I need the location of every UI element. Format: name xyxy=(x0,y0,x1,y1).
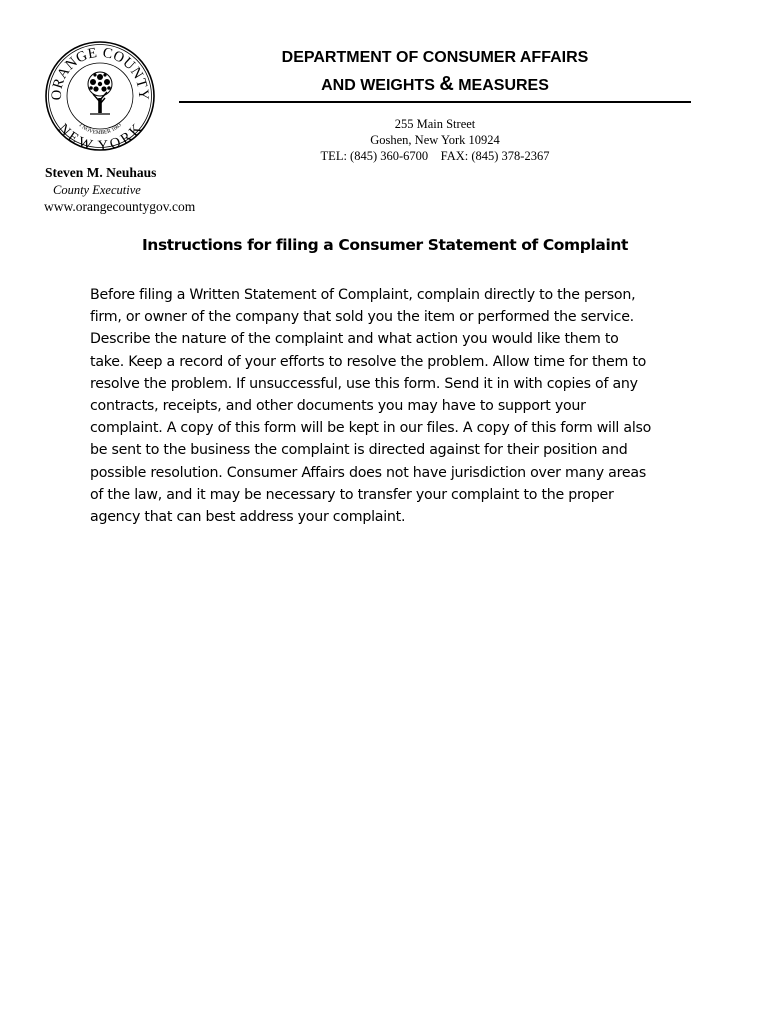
seal-inner-text: 1 NOVEMBER 1683 xyxy=(77,122,123,137)
county-executive-name: Steven M. Neuhaus xyxy=(45,165,157,180)
header-divider xyxy=(179,101,691,103)
county-executive-title: County Executive xyxy=(53,183,141,197)
paragraph-line: complaint. A copy of this form will be kept in our files. A copy of this form will also xyxy=(90,420,652,437)
instructions-paragraph xyxy=(90,284,694,528)
paragraph-line: be sent to the business the complaint is directed against for their position and xyxy=(90,442,628,459)
paragraph-line: possible resolution. Consumer Affairs does not have jurisdiction over many areas xyxy=(90,464,646,481)
paragraph-line: of the law, and it may be necessary to transfer your complaint to the proper xyxy=(90,486,614,503)
document-title: Instructions for filing a Consumer Statement of Complaint xyxy=(141,236,629,254)
seal-top-text: ORANGE COUNTY xyxy=(48,44,152,101)
department-title: DEPARTMENT OF CONSUMER AFFAIRS xyxy=(281,49,589,66)
seal-bottom-text: NEW YORK xyxy=(55,120,145,152)
paragraph-line: agency that can best address your complaint. xyxy=(90,509,406,526)
paragraph-line: resolve the problem. If unsuccessful, use this form. Send it in with copies of any xyxy=(90,375,638,392)
svg-text:ORANGE COUNTY xyxy=(49,45,151,101)
paragraph-line: take. Keep a record of your efforts to resolve the problem. Allow time for them to xyxy=(90,353,647,370)
address-city: Goshen, New York 10924 xyxy=(370,133,500,147)
paragraph-line: firm, or owner of the company that sold you the item or performed the service. xyxy=(90,309,634,326)
paragraph-line: Describe the nature of the complaint and what action you would like them to xyxy=(90,331,619,348)
county-website: www.orangecountygov.com xyxy=(44,199,196,214)
address-street: 255 Main Street xyxy=(394,117,476,131)
paragraph-line: Before filing a Written Statement of Complaint, complain directly to the person, xyxy=(90,287,636,303)
orange-county-seal-logo xyxy=(44,40,156,152)
orange-tree-icon xyxy=(88,72,112,114)
contact-phone-fax: TEL: (845) 360-6700 FAX: (845) 378-2367 xyxy=(320,149,550,163)
department-subtitle: AND WEIGHTS & MEASURES xyxy=(321,73,549,95)
svg-text:NEW YORK xyxy=(55,120,145,152)
paragraph-line: contracts, receipts, and other documents you may have to support your xyxy=(90,398,586,415)
